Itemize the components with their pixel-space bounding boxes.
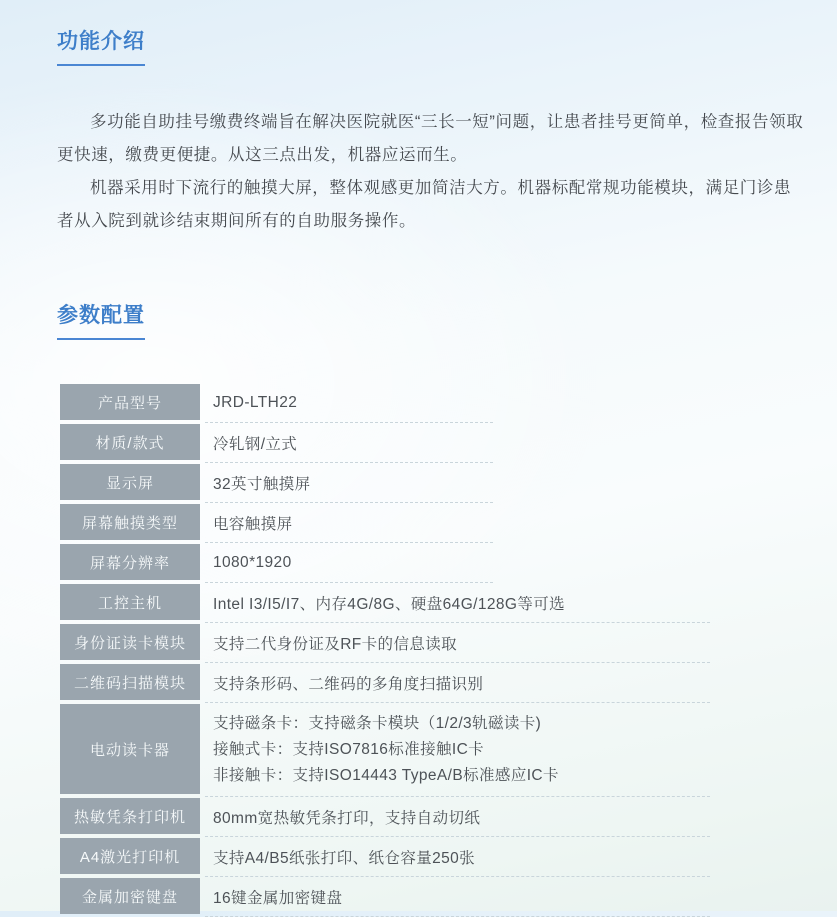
spec-value: 支持二代身份证及RF卡的信息读取 xyxy=(205,624,710,663)
spec-row xyxy=(60,584,805,623)
spec-row xyxy=(60,424,805,463)
spec-value: JRD-LTH22 xyxy=(205,384,493,423)
spec-value: 16键金属加密键盘 xyxy=(205,878,710,917)
spec-label: 电动读卡器 xyxy=(60,704,200,794)
spec-row xyxy=(60,504,805,543)
spec-label: 显示屏 xyxy=(60,464,200,500)
spec-row xyxy=(60,624,805,663)
spec-row xyxy=(60,838,805,877)
intro-section xyxy=(57,25,805,238)
spec-value xyxy=(205,704,710,797)
spec-value: Intel I3/I5/I7、内存4G/8G、硬盘64G/128G等可选 xyxy=(205,584,710,623)
spec-value: 80mm宽热敏凭条打印，支持自动切纸 xyxy=(205,798,710,837)
spec-value-line: 接触式卡：支持ISO7816标准接触IC卡 xyxy=(213,741,485,758)
specs-section-title: 参数配置 xyxy=(57,299,145,340)
spec-value-line: 非接触卡：支持ISO14443 TypeA/B标准感应IC卡 xyxy=(213,767,559,784)
spec-value: 冷轧钢/立式 xyxy=(205,424,493,463)
spec-label: 工控主机 xyxy=(60,584,200,620)
spec-value: 1080*1920 xyxy=(205,544,493,583)
spec-label: A4激光打印机 xyxy=(60,838,200,874)
spec-value: 支持A4/B5纸张打印、纸仓容量250张 xyxy=(205,838,710,877)
spec-value-line: 支持磁条卡：支持磁条卡模块（1/2/3轨磁读卡) xyxy=(213,715,542,732)
spec-value: 支持条形码、二维码的多角度扫描识别 xyxy=(205,664,710,703)
spec-row xyxy=(60,544,805,583)
spec-label: 屏幕分辨率 xyxy=(60,544,200,580)
spec-value: 电容触摸屏 xyxy=(205,504,493,543)
spec-label: 身份证读卡模块 xyxy=(60,624,200,660)
specs-section xyxy=(57,299,805,917)
intro-paragraph-1: 多功能自助挂号缴费终端旨在解决医院就医“三长一短”问题，让患者挂号更简单，检查报告领取更快速，缴费更便捷。从这三点出发，机器应运而生。 xyxy=(57,113,804,164)
spec-label: 产品型号 xyxy=(60,384,200,420)
spec-label: 热敏凭条打印机 xyxy=(60,798,200,834)
spec-row xyxy=(60,664,805,703)
spec-label: 二维码扫描模块 xyxy=(60,664,200,700)
spec-row xyxy=(60,464,805,503)
spec-row xyxy=(60,878,805,917)
intro-paragraphs xyxy=(57,106,805,238)
spec-label: 材质/款式 xyxy=(60,424,200,460)
intro-paragraph-2: 机器采用时下流行的触摸大屏，整体观感更加简洁大方。机器标配常规功能模块，满足门诊患者从入院到就诊结束期间所有的自助服务操作。 xyxy=(57,179,792,230)
spec-value: 32英寸触摸屏 xyxy=(205,464,493,503)
intro-section-title: 功能介绍 xyxy=(57,25,145,66)
spec-table xyxy=(60,384,805,917)
spec-row xyxy=(60,798,805,837)
spec-label: 金属加密键盘 xyxy=(60,878,200,914)
spec-row xyxy=(60,384,805,423)
spec-row xyxy=(60,704,805,797)
spec-label: 屏幕触摸类型 xyxy=(60,504,200,540)
